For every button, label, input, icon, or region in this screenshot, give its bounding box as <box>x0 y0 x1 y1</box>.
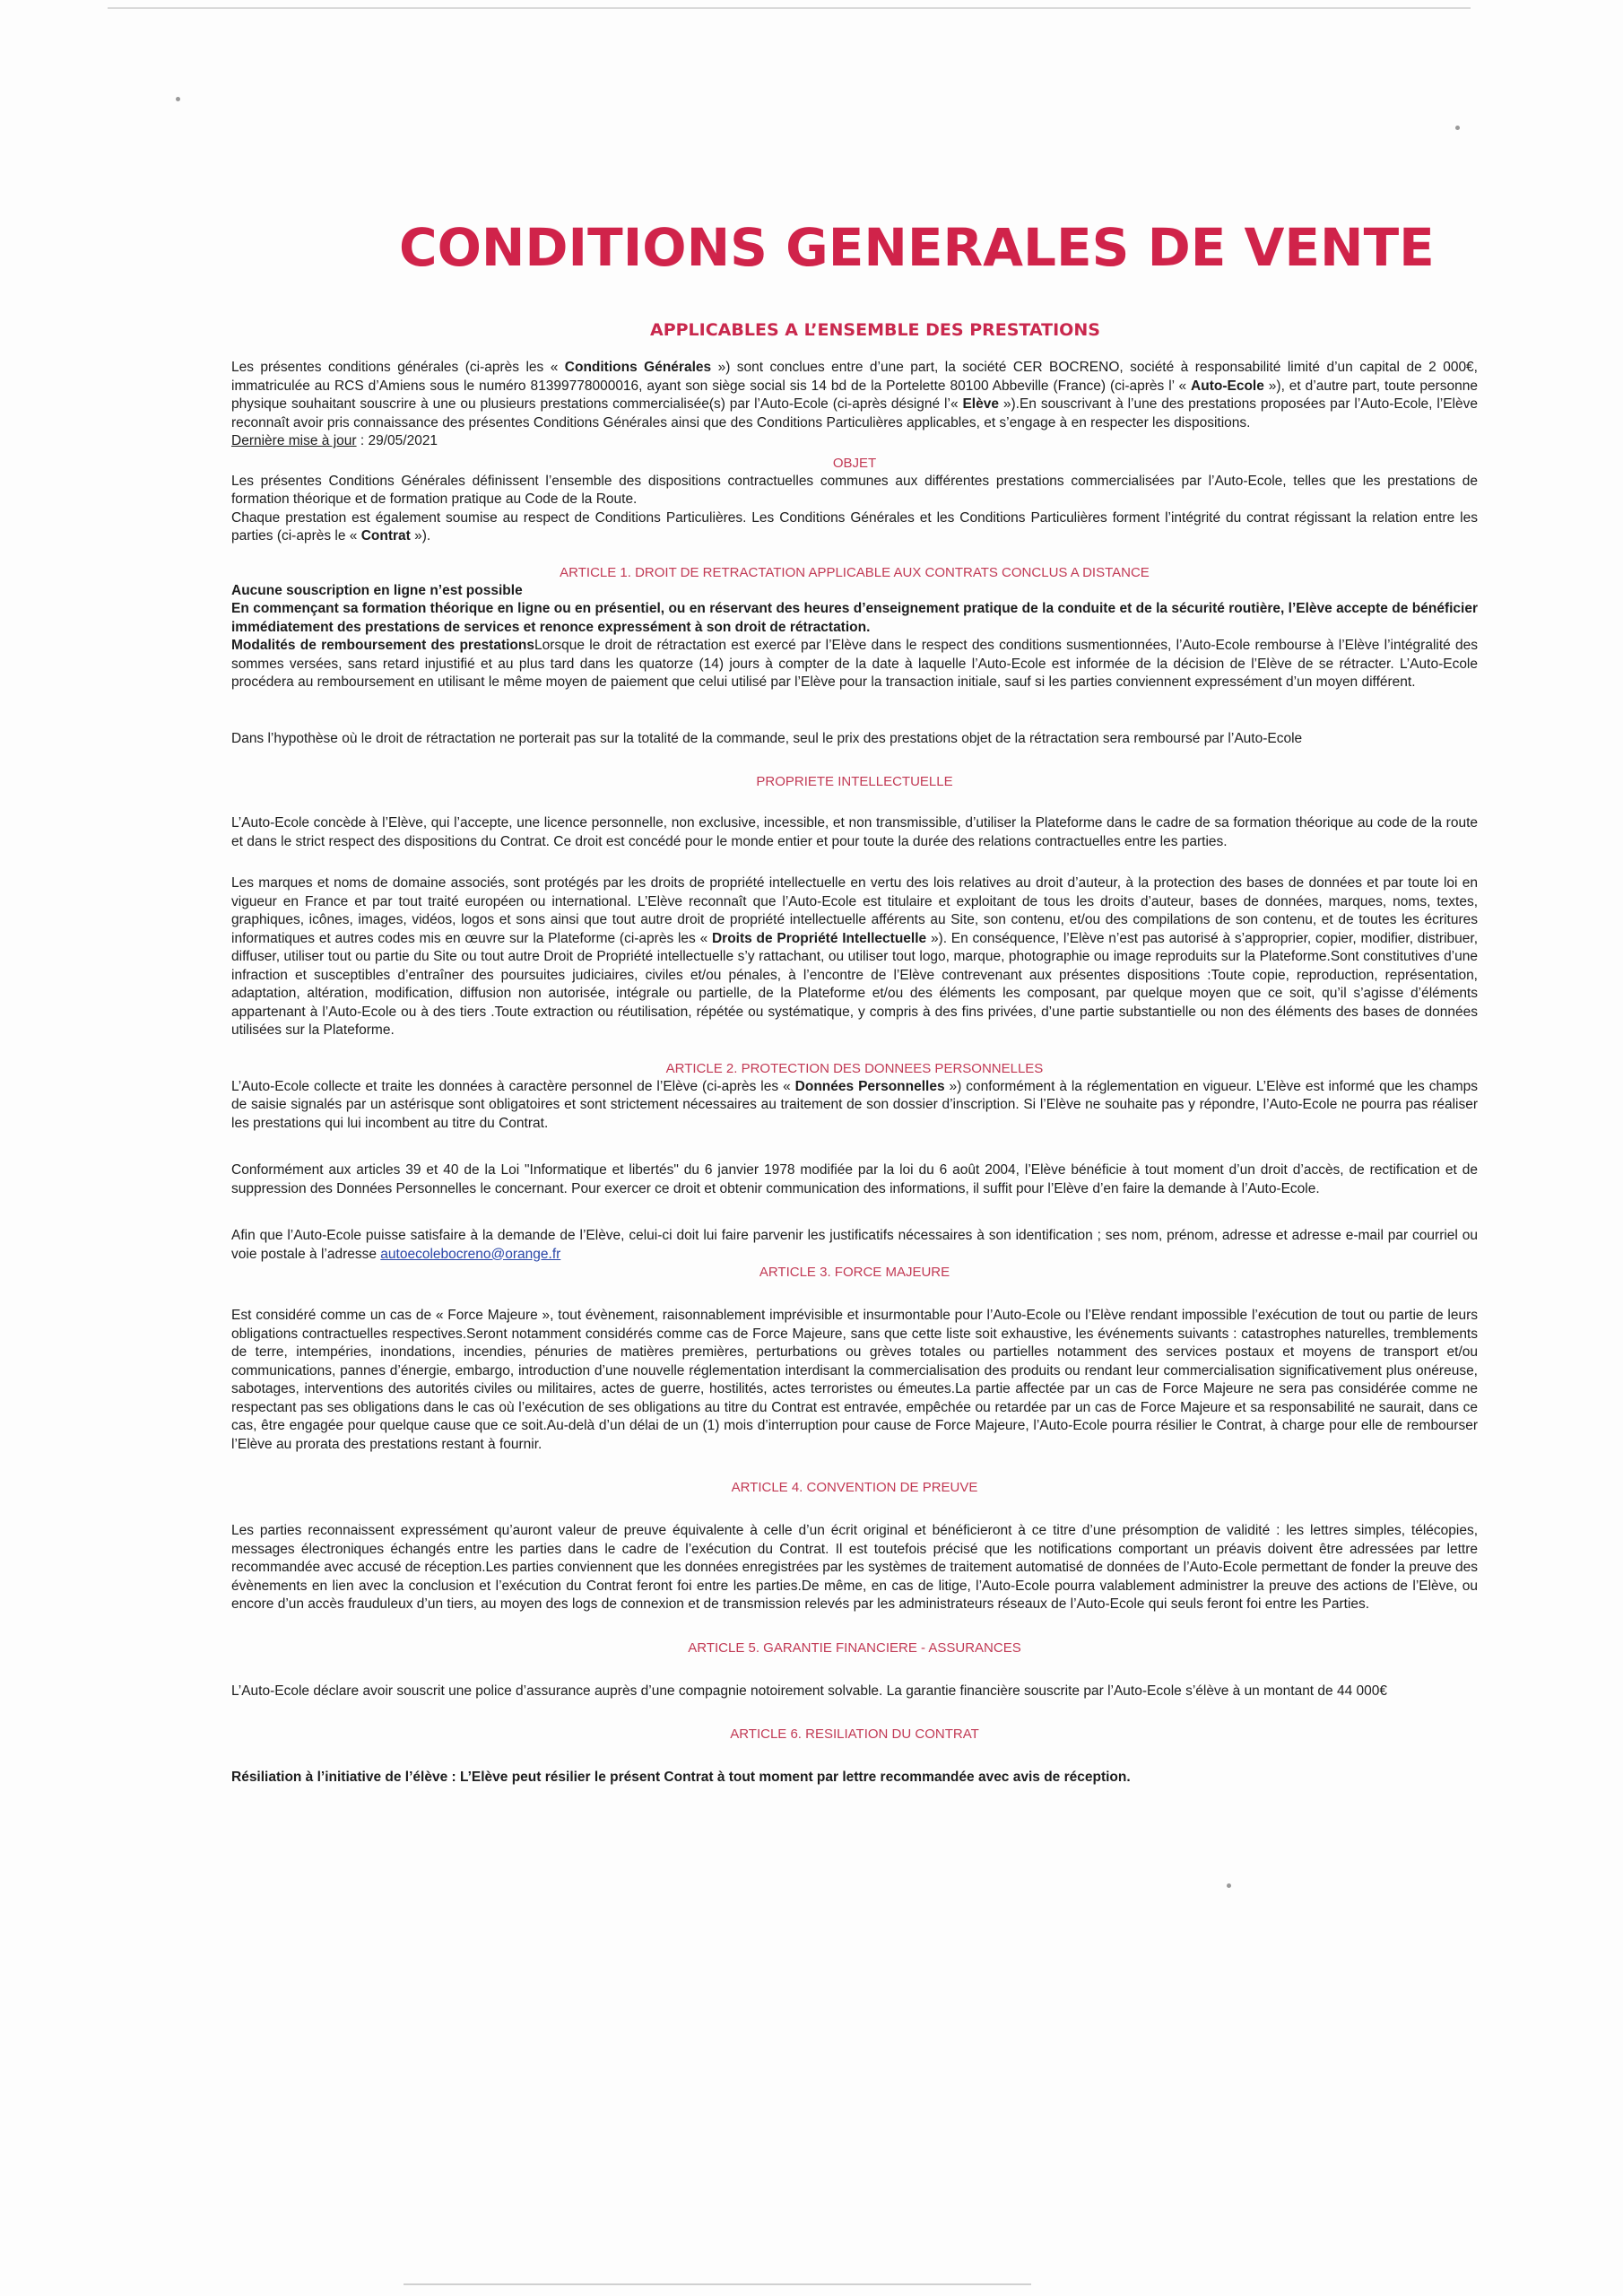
scan-edge-line <box>108 7 1471 9</box>
propriete-paragraph-1: L’Auto-Ecole concède à l’Elève, qui l’accepte, une licence personnelle, non exclusive, incessible, et non transmissible, d’utiliser la Plateforme dans le cadre de sa formation théorique au code de la route et dans le strict respect des dispositions du Contrat. Ce droit est concédé pour le monde entier et pour toute la durée des relations contractuelles entre les parties. <box>231 815 1478 849</box>
article-2-paragraph-2: Conformément aux articles 39 et 40 de la Loi "Informatique et libertés" du 6 janvier 1978 modifiée par la loi du 6 août 2004, l’Elève bénéficie à tout moment d’un droit d’accès, de rectification et de suppression des Données Personnelles le concernant. Pour exercer ce droit et obtenir communication des informations, il suffit pour l’Elève d’en faire la demande à l’Auto-Ecole. <box>231 1162 1478 1196</box>
article-2-paragraph-3: Afin que l’Auto-Ecole puisse satisfaire à la demande de l’Elève, celui-ci doit lui faire parvenir les justificatifs nécessaires à son identification ; ses nom, prénom, adresse et adresse e-mail par courriel ou voie postale à l’adresse autoecolebocreno@orange.fr <box>231 1228 1478 1262</box>
section-heading-article-4: ARTICLE 4. CONVENTION DE PREUVE <box>731 1480 978 1495</box>
section-heading-article-5: ARTICLE 5. GARANTIE FINANCIERE - ASSURANCES <box>688 1639 1021 1656</box>
scan-speck <box>1455 126 1460 130</box>
article-2-paragraph-1: L’Auto-Ecole collecte et traite les données à caractère personnel de l’Elève (ci-après les « Données Personnelles ») conformément à la réglementation en vigueur. L’Elève est informé que les champs de saisie signalés par un astérisque sont obligatoires et sont strictement nécessaires au traitement de son dossier d’inscription. Si l’Elève ne souhaite pas y répondre, l’Auto-Ecole ne pourra pas réaliser les prestations qui lui incombent au titre du Contrat. <box>231 1078 1478 1131</box>
article-6-paragraph: Résiliation à l’initiative de l’élève : L’Elève peut résilier le présent Contrat à tout moment par lettre recommandée avec avis de réception. <box>231 1770 1131 1785</box>
article-5-paragraph: L’Auto-Ecole déclare avoir souscrit une police d’assurance auprès d’une compagnie notoirement solvable. La garantie financière souscrite par l’Auto-Ecole s’élève à un montant de 44 000€ <box>231 1683 1387 1699</box>
scan-speck <box>1227 1883 1231 1888</box>
document-body <box>231 359 1478 1787</box>
section-heading-article-1: ARTICLE 1. DROIT DE RETRACTATION APPLICABLE AUX CONTRATS CONCLUS A DISTANCE <box>560 564 1150 580</box>
article-3-paragraph: Est considéré comme un cas de « Force Majeure », tout évènement, raisonnablement imprévisible et insurmontable pour l’Auto-Ecole ou l’Elève rendant impossible l’exécution de tout ou partie de leurs obligations contractuelles respectives.Seront notamment considérés comme cas de Force Majeure, sans que cette liste soit exhaustive, les événements suivants : catastrophes naturelles, tremblements de terre, intempéries, inondations, incendies, pénuries de matières premières, perturbations ou grèves totales ou partielles notamment des services postaux et moyens de transport et/ou communications, pannes d’énergie, embargo, introduction d’une nouvelle réglementation interdisant la commercialisation des produits ou rendant leur commercialisation significativement plus onéreuse, sabotages, interventions des autorités civiles ou militaires, actes de guerre, hostilités, actes terroristes ou émeutes.La partie affectée par un cas de Force Majeure ne sera pas considérée comme ne respectant pas ses obligations dans le cas où l’exécution de ses obligations au titre du Contrat est entravée, empêchée ou retardée par un cas de Force Majeure et sa responsabilité ne saurait, dans ce cas, être engagée pour quelque cause que ce soit.Au-delà d’un délai de un (1) mois d’interruption pour cause de Force Majeure, l’Auto-Ecole pourra résilier le Contrat, à charge pour elle de rembourser l’Elève au prorata des prestations restant à fournir. <box>231 1308 1478 1452</box>
section-heading-article-6: ARTICLE 6. RESILIATION DU CONTRAT <box>730 1726 979 1742</box>
article-1-line-2: En commençant sa formation théorique en ligne ou en présentiel, ou en réservant des heures d’enseignement pratique de la conduite et de la sécurité routière, l’Elève accepte de bénéficier immédiatement des prestations de services et renonce expressément à son droit de rétractation. <box>231 601 1478 635</box>
article-1-refund: Modalités de remboursement des prestationsLorsque le droit de rétractation est exercé par l’Elève dans le respect des conditions susmentionnées, l’Auto-Ecole rembourse à l’Elève l’intégralité des sommes versées, sans retard injustifié et au plus tard dans les quatorze (14) jours à compter de la date à laquelle l’Auto-Ecole est informée de la décision de l’Elève de se rétracter. L’Auto-Ecole procédera au remboursement en utilisant le même moyen de paiement que celui utilisé par l’Elève pour la transaction initiale, sauf si les parties conviennent expressément d’un moyen différent. <box>231 638 1478 690</box>
scan-speck <box>176 97 180 101</box>
article-1-line-1: Aucune souscription en ligne n’est possible <box>231 582 523 598</box>
section-heading-article-2: ARTICLE 2. PROTECTION DES DONNEES PERSONNELLES <box>665 1060 1044 1076</box>
scan-edge-line <box>404 2283 1031 2285</box>
objet-paragraph-2: Chaque prestation est également soumise au respect de Conditions Particulières. Les Conditions Générales et les Conditions Particulières forment l’intégrité du contrat régissant la relation entre les parties (ci-après le « Contrat »). <box>231 509 1478 544</box>
section-heading-propriete: PROPRIETE INTELLECTUELLE <box>756 774 953 789</box>
section-heading-objet: OBJET <box>832 455 877 471</box>
intro-paragraph: Les présentes conditions générales (ci-après les « Conditions Générales ») sont conclues entre d’une part, la société CER BOCRENO, société à responsabilité limité d’un capital de 2 000€, immatriculée au RCS d’Amiens sous le numéro 81399778000016, ayant son siège social sis 14 bd de la Portelette 80100 Abbeville (France) (ci-après l’ « Auto-Ecole »), et d’autre part, toute personne physique souhaitant souscrire à une ou plusieurs prestations commercialisée(s) par l’Auto-Ecole (ci-après désigné l’« Elève »).En souscrivant à l’une des prestations proposées par l’Auto-Ecole, l’Elève reconnaît avoir pris connaissance des présentes Conditions Générales ainsi que des Conditions Particulières applicables, et s’engage à en respecter les dispositions. <box>231 360 1479 430</box>
article-1-partial: Dans l’hypothèse où le droit de rétractation ne porterait pas sur la totalité de la commande, seul le prix des prestations objet de la rétractation sera remboursé par l’Auto-Ecole <box>231 730 1303 746</box>
email-link[interactable]: autoecolebocreno@orange.fr <box>380 1246 561 1262</box>
section-heading-article-3: ARTICLE 3. FORCE MAJEURE <box>759 1265 950 1280</box>
propriete-paragraph-2: Les marques et noms de domaine associés, sont protégés par les droits de propriété intellectuelle en vertu des lois relatives au droit d’auteur, à la protection des bases de données et par toute loi en vigueur en France et par tout traité européen ou international. L’Elève reconnaît que l’Auto-Ecole est titulaire et exploitant de tous les droits d’auteur, bases de données, marques, noms, textes, graphiques, icônes, images, vidéos, logos et sons ainsi que tout autre droit de propriété intellectuelle afférents au Site, son contenu, et/ou des compilations de son contenu, et de toutes les écritures informatiques et autres codes mis en œuvre sur la Plateforme (ci-après les « Droits de Propriété Intellectuelle »). En conséquence, l’Elève n’est pas autorisé à s’approprier, copier, modifier, distribuer, diffuser, utiliser tout ou partie du Site ou tout autre Droit de Propriété intellectuelle s’y rattachant, ou utiliser tout logo, marque, photographie ou image reproduits sur la Plateforme.Sont constitutives d’une infraction et susceptibles d’entraîner des poursuites judiciaires, civiles et/ou pénales, à l’encontre de l’Elève contrevenant aux présentes dispositions :Toute copie, reproduction, représentation, adaptation, altération, modification, diffusion non autorisée, intégrale ou partielle, de la Plateforme et/ou des éléments les composant, par quelque moyen que ce soit, qu’il s’agisse d’éléments appartenant à l’Auto-Ecole ou à des tiers .Toute extraction ou réutilisation, répétée ou systématique, y compris à des fins privées, d’une partie substantielle ou non des éléments des bases de données utilisées sur la Plateforme. <box>231 875 1479 1038</box>
article-4-paragraph: Les parties reconnaissent expressément qu’auront valeur de preuve équivalente à celle d’un écrit original et bénéficieront à ce titre d’une présomption de validité : les lettres simples, télécopies, messages électroniques échangés entre les parties dans le cadre de l’exécution du Contrat. Il est toutefois précisé que les notifications comportant un préavis doivent être adressées par lettre recommandée avec accusé de réception.Les parties conviennent que les données enregistrées par les systèmes de traitement automatisé de données de l’Auto-Ecole permettant de fonder la preuve des évènements en lien avec la conclusion et l’exécution du Contrat feront foi entre les parties.De même, en cas de litige, l’Auto-Ecole pourra valablement administrer la preuve des actions de l’Elève, ou encore d’un accès frauduleux d’un tiers, au moyen des logs de connexion et de transmission relevés par les administrateurs réseaux de l’Auto-Ecole qui seuls feront foi entre les Parties. <box>231 1523 1478 1612</box>
last-update: Dernière mise à jour : 29/05/2021 <box>231 433 438 448</box>
document-title: CONDITIONS GENERALES DE VENTE <box>399 217 1435 278</box>
objet-paragraph-1: Les présentes Conditions Générales définissent l’ensemble des dispositions contractuelles communes aux différentes prestations commercialisées par l’Auto-Ecole, telles que les prestations de formation théorique et de formation pratique au Code de la Route. <box>231 473 1478 507</box>
document-subtitle: APPLICABLES A L’ENSEMBLE DES PRESTATIONS <box>650 320 1100 340</box>
